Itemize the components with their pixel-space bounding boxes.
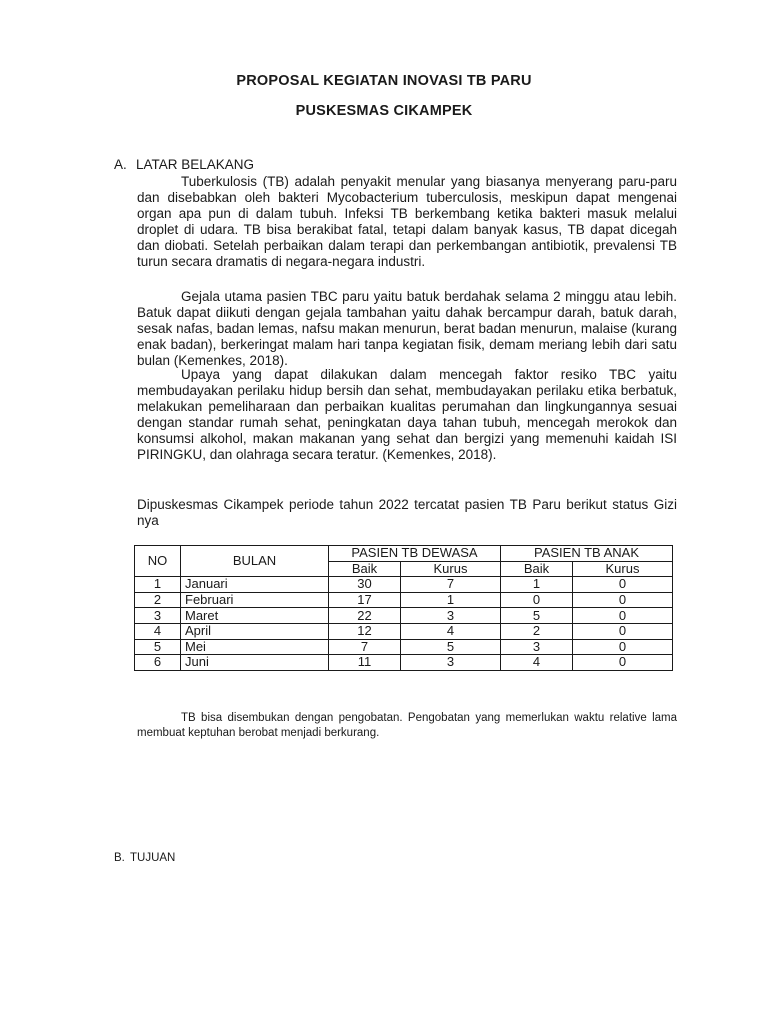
cell-anak-baik: 4 <box>501 655 573 671</box>
header-bulan: BULAN <box>181 546 329 577</box>
cell-bulan: Mei <box>181 639 329 655</box>
cell-no: 4 <box>135 623 181 639</box>
paragraph-gejala: Gejala utama pasien TBC paru yaitu batuk berdahak selama 2 minggu atau lebih. Batuk dapat diikuti dengan gejala tambahan yaitu dahak bercampur darah, batuk darah, sesak nafas, badan lemas, nafsu makan menurun, berat badan menurun, malaise (kurang enak badan), berkeringat malam hari tanpa kegiatan fisik, demam meriang lebih dari satu bulan (Kemenkes, 2018). <box>137 289 677 368</box>
header-no: NO <box>135 546 181 577</box>
section-heading-a <box>114 157 254 172</box>
header-anak-kurus: Kurus <box>573 561 673 577</box>
cell-anak-baik: 0 <box>501 592 573 608</box>
document-title: PROPOSAL KEGIATAN INOVASI TB PARU <box>236 73 532 89</box>
table-row <box>135 623 673 639</box>
cell-dewasa-kurus: 4 <box>401 623 501 639</box>
cell-dewasa-baik: 12 <box>329 623 401 639</box>
cell-dewasa-baik: 11 <box>329 655 401 671</box>
cell-anak-kurus: 0 <box>573 608 673 624</box>
cell-dewasa-kurus: 1 <box>401 592 501 608</box>
table-row <box>135 577 673 593</box>
header-dewasa-baik: Baik <box>329 561 401 577</box>
cell-anak-kurus: 0 <box>573 577 673 593</box>
cell-anak-kurus: 0 <box>573 592 673 608</box>
cell-dewasa-kurus: 3 <box>401 608 501 624</box>
cell-no: 1 <box>135 577 181 593</box>
cell-bulan: April <box>181 623 329 639</box>
cell-anak-kurus: 0 <box>573 639 673 655</box>
cell-dewasa-kurus: 7 <box>401 577 501 593</box>
cell-bulan: Maret <box>181 608 329 624</box>
cell-no: 2 <box>135 592 181 608</box>
cell-dewasa-baik: 17 <box>329 592 401 608</box>
cell-anak-baik: 3 <box>501 639 573 655</box>
cell-anak-baik: 1 <box>501 577 573 593</box>
header-anak-baik: Baik <box>501 561 573 577</box>
header-group-dewasa: PASIEN TB DEWASA <box>329 546 501 562</box>
cell-dewasa-kurus: 3 <box>401 655 501 671</box>
section-letter: A. <box>114 157 127 172</box>
header-dewasa-kurus: Kurus <box>401 561 501 577</box>
paragraph-upaya: Upaya yang dapat dilakukan dalam mencegah faktor resiko TBC yaitu membudayakan perilaku hidup bersih dan sehat, membudayakan perilaku etika berbatuk, melakukan pemeliharaan dan perbaikan kualitas perumahan dan lingkungannya sesuai dengan standar rumah sehat, peningkatan daya tahan tubuh, mencegah merokok dan konsumsi alkohol, makan makanan yang sehat dan bergizi yang memenuhi kaidah ISI PIRINGKU, dan olahraga secara teratur. (Kemenkes, 2018). <box>137 367 677 462</box>
cell-no: 3 <box>135 608 181 624</box>
section-heading-b <box>114 852 175 864</box>
table-row <box>135 655 673 671</box>
cell-dewasa-baik: 22 <box>329 608 401 624</box>
table-row <box>135 592 673 608</box>
cell-bulan: Juni <box>181 655 329 671</box>
cell-bulan: Februari <box>181 592 329 608</box>
table-row <box>135 639 673 655</box>
paragraph-tuberkulosis: Tuberkulosis (TB) adalah penyakit menular yang biasanya menyerang paru-paru dan disebabkan oleh bakteri Mycobacterium tuberculosis, meskipun dapat mengenai organ apa pun di dalam tubuh. Infeksi TB berkembang ketika bakteri masuk melalui droplet di udara. TB bisa berakibat fatal, tetapi dalam banyak kasus, TB dapat dicegah dan diobati. Setelah perbaikan dalam terapi dan perkembangan antibiotik, prevalensi TB turun secara dramatis di negara-negara industri. <box>137 174 677 269</box>
cell-anak-kurus: 0 <box>573 655 673 671</box>
cell-dewasa-baik: 30 <box>329 577 401 593</box>
table-row <box>135 608 673 624</box>
cell-no: 5 <box>135 639 181 655</box>
cell-dewasa-baik: 7 <box>329 639 401 655</box>
nutrition-status-table <box>134 545 673 671</box>
table-body <box>135 577 673 671</box>
cell-bulan: Januari <box>181 577 329 593</box>
header-group-anak: PASIEN TB ANAK <box>501 546 673 562</box>
cell-anak-kurus: 0 <box>573 623 673 639</box>
cell-no: 6 <box>135 655 181 671</box>
paragraph-closing: TB bisa disembukan dengan pengobatan. Pengobatan yang memerlukan waktu relative lama membuat keptuhan berobat menjadi berkurang. <box>137 712 677 739</box>
paragraph-data-intro: Dipuskesmas Cikampek periode tahun 2022 tercatat pasien TB Paru berikut status Gizi nya <box>137 497 677 528</box>
section-label: TUJUAN <box>130 852 176 864</box>
document-subtitle: PUSKESMAS CIKAMPEK <box>295 103 473 119</box>
section-label: LATAR BELAKANG <box>136 157 255 172</box>
cell-anak-baik: 5 <box>501 608 573 624</box>
cell-dewasa-kurus: 5 <box>401 639 501 655</box>
section-letter: B. <box>114 852 125 864</box>
cell-anak-baik: 2 <box>501 623 573 639</box>
